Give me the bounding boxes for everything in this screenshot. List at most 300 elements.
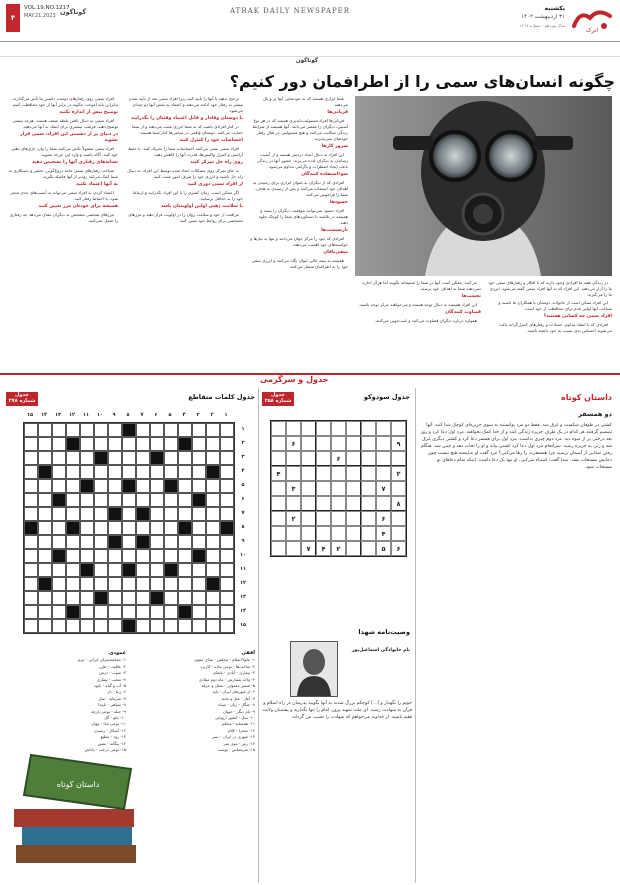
sudoku-cell[interactable] [316,421,331,436]
crossword-block [108,535,122,549]
crossword-cell[interactable] [150,423,164,437]
crossword-cell[interactable] [66,451,80,465]
crossword-cell[interactable] [122,535,136,549]
crossword-cell[interactable] [122,465,136,479]
across-title: افقی [241,650,255,656]
crossword-cell[interactable] [192,605,206,619]
crossword-cell[interactable] [108,619,122,633]
crossword-cell[interactable] [66,577,80,591]
crossword-cell[interactable] [192,521,206,535]
crossword-cell[interactable] [150,549,164,563]
volume-label: VOL.19,NO.1217 [24,5,70,11]
subheading: در دنیای پر از دشمنی این افراد، سمی قرار نشوید [20,132,118,143]
crossword-cell[interactable] [66,563,80,577]
crossword-cell[interactable] [108,577,122,591]
paper-name: ATRAK DAILY NEWSPAPER [230,7,351,15]
crossword-cell[interactable] [108,437,122,451]
crossword-cell[interactable] [220,423,234,437]
crossword-cell[interactable] [220,577,234,591]
sudoku-cell[interactable] [391,511,406,526]
crossword-cell[interactable] [24,619,38,633]
crossword-cell[interactable] [122,577,136,591]
crossword-cell[interactable] [164,423,178,437]
sudoku-cell[interactable] [361,496,376,511]
crossword-cell[interactable] [94,423,108,437]
crossword-cell[interactable] [192,479,206,493]
crossword-row-number: ۵ [241,482,245,488]
crossword-cell[interactable] [108,591,122,605]
crossword-cell[interactable] [122,521,136,535]
crossword-cell[interactable] [220,591,234,605]
down-clue: ۱۲- آشکار - رسیدن [93,727,126,733]
sudoku-cell[interactable] [361,526,376,541]
sudoku-cell[interactable] [286,466,301,481]
crossword-cell[interactable] [38,535,52,549]
crossword-cell[interactable] [192,465,206,479]
sudoku-given: ۷ [301,541,316,556]
sudoku-cell[interactable] [316,466,331,481]
paragraph: همیشه به نیمه خالی لیوان نگاه می‌کنند و انرژی منفی خود را به اطرافیان منتقل می‌کنند. [251,258,348,269]
crossword-cell[interactable] [66,549,80,563]
crossword-cell[interactable] [66,619,80,633]
sudoku-cell[interactable] [271,511,286,526]
crossword-cell[interactable] [178,619,192,633]
crossword-cell[interactable] [24,451,38,465]
sudoku-cell[interactable] [301,496,316,511]
sudoku-cell[interactable] [376,451,391,466]
sudoku-cell[interactable] [361,436,376,451]
crossword-col-number: ۱۱ [82,412,90,418]
sudoku-cell[interactable] [346,526,361,541]
crossword-cell[interactable] [178,451,192,465]
crossword-cell[interactable] [80,423,94,437]
sudoku-cell[interactable] [271,526,286,541]
crossword-cell[interactable] [220,563,234,577]
crossword-cell[interactable] [206,521,220,535]
crossword-cell[interactable] [108,451,122,465]
crossword-cell[interactable] [66,465,80,479]
crossword-cell[interactable] [150,507,164,521]
sudoku-cell[interactable] [331,466,346,481]
crossword-cell[interactable] [38,619,52,633]
crossword-cell[interactable] [150,605,164,619]
crossword-block [192,549,206,563]
sudoku-cell[interactable] [346,511,361,526]
crossword-cell[interactable] [94,577,108,591]
crossword-cell[interactable] [38,507,52,521]
crossword-cell[interactable] [108,493,122,507]
crossword-cell[interactable] [206,451,220,465]
sudoku-cell[interactable] [301,526,316,541]
crossword-cell[interactable] [80,619,94,633]
crossword-cell[interactable] [206,479,220,493]
crossword-cell[interactable] [220,549,234,563]
crossword-cell[interactable] [178,535,192,549]
crossword-cell[interactable] [24,605,38,619]
crossword-cell[interactable] [136,451,150,465]
crossword-cell[interactable] [80,465,94,479]
sudoku-cell[interactable] [391,481,406,496]
sudoku-cell[interactable] [331,526,346,541]
crossword-cell[interactable] [24,563,38,577]
crossword-cell[interactable] [122,591,136,605]
subheading: توضیح بیش از اندازه نکنید [59,110,118,115]
crossword-cell[interactable] [136,549,150,563]
crossword-cell[interactable] [136,465,150,479]
crossword-cell[interactable] [38,591,52,605]
sudoku-cell[interactable] [376,466,391,481]
crossword-cell[interactable] [52,535,66,549]
crossword-cell[interactable] [94,535,108,549]
crossword-cell[interactable] [38,493,52,507]
crossword-cell[interactable] [52,437,66,451]
sudoku-cell[interactable] [376,421,391,436]
crossword-block [66,521,80,535]
crossword-cell[interactable] [136,591,150,605]
crossword-cell[interactable] [94,563,108,577]
sudoku-cell[interactable] [301,421,316,436]
crossword-cell[interactable] [122,493,136,507]
crossword-cell[interactable] [206,423,220,437]
sudoku-cell[interactable] [361,481,376,496]
crossword-cell[interactable] [66,591,80,605]
crossword-cell[interactable] [94,493,108,507]
crossword-cell[interactable] [24,465,38,479]
crossword-cell[interactable] [206,437,220,451]
crossword-block [108,507,122,521]
down-clue: ۱۵- نوعی درخت - پاداش [84,747,126,753]
sudoku-cell[interactable] [316,481,331,496]
crossword-cell[interactable] [150,577,164,591]
crossword-cell[interactable] [94,549,108,563]
crossword-cell[interactable] [192,563,206,577]
crossword-cell[interactable] [24,507,38,521]
persian-date: ۳۱ اردیبهشت ۱۴۰۲ [521,14,565,20]
crossword-cell[interactable] [94,605,108,619]
crossword-cell[interactable] [192,507,206,521]
crossword-cell[interactable] [108,521,122,535]
crossword-cell[interactable] [136,563,150,577]
sudoku-cell[interactable] [361,466,376,481]
crossword-cell[interactable] [80,521,94,535]
crossword-cell[interactable] [24,591,38,605]
sudoku-cell[interactable] [301,481,316,496]
crossword-cell[interactable] [52,423,66,437]
crossword-cell[interactable] [80,591,94,605]
crossword-cell[interactable] [24,423,38,437]
crossword-cell[interactable] [178,507,192,521]
crossword-cell[interactable] [150,535,164,549]
crossword-cell[interactable] [24,493,38,507]
crossword-cell[interactable] [122,507,136,521]
crossword-row-number: ۱۵ [239,622,247,628]
sudoku-cell[interactable] [271,451,286,466]
sudoku-cell[interactable] [376,496,391,511]
crossword-cell[interactable] [80,605,94,619]
crossword-block [178,605,192,619]
crossword-cell[interactable] [206,619,220,633]
across-clue: ۱۵- سرشناس - پوست [217,747,255,753]
crossword-cell[interactable] [80,493,94,507]
crossword-block [122,563,136,577]
crossword-cell[interactable] [220,437,234,451]
crossword-cell[interactable] [206,493,220,507]
crossword-cell[interactable] [52,479,66,493]
crossword-cell[interactable] [66,479,80,493]
sudoku-cell[interactable] [316,436,331,451]
crossword-cell[interactable] [66,507,80,521]
crossword-cell[interactable] [178,577,192,591]
crossword-cell[interactable] [52,451,66,465]
crossword-cell[interactable] [164,549,178,563]
sudoku-cell[interactable] [301,436,316,451]
section-tag: گوناگون [296,58,319,64]
sudoku-cell[interactable] [331,511,346,526]
crossword-cell[interactable] [164,535,178,549]
crossword-cell[interactable] [150,493,164,507]
crossword-cell[interactable] [136,577,150,591]
crossword-cell[interactable] [136,619,150,633]
crossword-cell[interactable] [108,563,122,577]
sudoku-cell[interactable] [361,451,376,466]
crossword-cell[interactable] [150,521,164,535]
sudoku-cell[interactable] [376,436,391,451]
crossword-cell[interactable] [220,535,234,549]
crossword-cell[interactable] [80,507,94,521]
crossword-cell[interactable] [178,563,192,577]
crossword-cell[interactable] [94,507,108,521]
crossword-cell[interactable] [122,549,136,563]
atrak-logo [570,4,614,34]
crossword-cell[interactable] [178,549,192,563]
sudoku-given: ۶ [286,436,301,451]
crossword-cell[interactable] [192,577,206,591]
sudoku-cell[interactable] [346,421,361,436]
crossword-cell[interactable] [80,535,94,549]
crossword-cell[interactable] [94,479,108,493]
sudoku-cell[interactable] [286,541,301,556]
crossword-cell[interactable] [52,507,66,521]
crossword-block [52,493,66,507]
crossword-cell[interactable] [136,605,150,619]
crossword-cell[interactable] [220,605,234,619]
sudoku-cell[interactable] [331,496,346,511]
down-clue: ۸- سیاهی - ناپیدا [98,702,126,708]
sudoku-cell[interactable] [316,526,331,541]
sudoku-cell[interactable] [271,436,286,451]
crossword-cell[interactable] [122,437,136,451]
crossword-cell[interactable] [108,479,122,493]
sudoku-cell[interactable] [331,421,346,436]
crossword-cell[interactable] [164,619,178,633]
crossword-cell[interactable] [178,465,192,479]
crossword-cell[interactable] [38,521,52,535]
sudoku-cell[interactable] [391,451,406,466]
crossword-cell[interactable] [178,423,192,437]
down-title: عمودی [108,650,126,656]
crossword-cell[interactable] [164,521,178,535]
crossword-cell[interactable] [220,493,234,507]
crossword-cell[interactable] [164,451,178,465]
paragraph: اگر ممکن است، زمان کمتری را با این افراد بگذرانید و ارتباط خود را به حداقل برسانید. [132,190,243,201]
crossword-cell[interactable] [206,563,220,577]
crossword-cell[interactable] [192,437,206,451]
paragraph: در کنار افرادی باشید که به شما انرژی مثبت می‌دهند و از شما حمایت می‌کنند. دوستان واقعی در سختی‌ها کنار شما هستند. [132,124,243,135]
crossword-cell[interactable] [136,423,150,437]
crossword-cell[interactable] [122,451,136,465]
crossword-cell[interactable] [220,507,234,521]
crossword-cell[interactable] [108,605,122,619]
will-text: خونم را نگهدار و [...] کوچکم بزرگ شدند به آنها بگویید پدرشان در راه اسلام و قرآن به شهادت رسید. ای ملت شهید پرور، امام را تنها نگذارید و پشتیبان ولایت فقیه باشید. از خداوند می‌خواهم که شهادت را نصیب من گرداند. [262,701,412,720]
crossword-cell[interactable] [52,521,66,535]
crossword-cell[interactable] [80,451,94,465]
sudoku-cell[interactable] [346,436,361,451]
sudoku-cell[interactable] [286,496,301,511]
crossword-cell[interactable] [206,591,220,605]
will-title: وصیت‌نامه شهدا [358,628,410,636]
crossword-cell[interactable] [150,465,164,479]
crossword-cell[interactable] [80,577,94,591]
sudoku-cell[interactable] [286,451,301,466]
crossword-cell[interactable] [38,549,52,563]
sudoku-cell[interactable] [271,541,286,556]
sudoku-cell[interactable] [301,511,316,526]
crossword-col-number: ۴ [182,412,186,418]
crossword-cell[interactable] [66,493,80,507]
crossword-cell[interactable] [178,493,192,507]
crossword-cell[interactable] [136,493,150,507]
crossword-cell[interactable] [94,465,108,479]
sudoku-cell[interactable] [301,451,316,466]
sudoku-cell[interactable] [391,421,406,436]
subheading: نشانه‌های رفتاری آنها را تشخیص دهید [31,160,118,165]
crossword-col-number: ۲ [210,412,214,418]
crossword-cell[interactable] [108,549,122,563]
sudoku-cell[interactable] [271,421,286,436]
sudoku-cell[interactable] [316,451,331,466]
crossword-cell[interactable] [192,451,206,465]
subheading: نارسیست‌ها [321,228,348,233]
sudoku-cell[interactable] [346,451,361,466]
paragraph: این افراد به دنبال ایجاد دردسر هستند و از آسیب رساندن به دیگران لذت می‌برند. حضور آنها در زندگی باعث ایجاد اضطراب و ناآرامی مداوم می‌شود. [256,152,348,169]
crossword-cell[interactable] [80,437,94,451]
crossword-cell[interactable] [206,535,220,549]
sudoku-cell[interactable] [361,511,376,526]
sudoku-badge-line1: جدول [271,392,285,398]
crossword-block [136,507,150,521]
sudoku-cell[interactable] [316,496,331,511]
crossword-block [192,493,206,507]
crossword-cell[interactable] [220,465,234,479]
sudoku-cell[interactable] [361,421,376,436]
crossword-cell[interactable] [164,507,178,521]
sudoku-cell[interactable] [271,496,286,511]
crossword-cell[interactable] [164,577,178,591]
crossword-cell[interactable] [164,465,178,479]
sudoku-cell[interactable] [346,541,361,556]
crossword-cell[interactable] [164,591,178,605]
crossword-cell[interactable] [192,619,206,633]
crossword-cell[interactable] [94,437,108,451]
crossword-cell[interactable] [192,423,206,437]
sudoku-cell[interactable] [301,466,316,481]
crossword-cell[interactable] [38,563,52,577]
crossword-cell[interactable] [24,549,38,563]
crossword-cell[interactable] [52,577,66,591]
crossword-cell[interactable] [24,577,38,591]
crossword-cell[interactable] [108,423,122,437]
crossword-cell[interactable] [220,619,234,633]
crossword-cell[interactable] [150,479,164,493]
crossword-cell[interactable] [136,479,150,493]
sudoku-cell[interactable] [271,481,286,496]
crossword-cell[interactable] [206,507,220,521]
sudoku-given: ۶ [331,451,346,466]
crossword-cell[interactable] [80,549,94,563]
crossword-cell[interactable] [52,591,66,605]
sudoku-cell[interactable] [316,511,331,526]
crossword-cell[interactable] [38,437,52,451]
sudoku-cell[interactable] [331,481,346,496]
crossword-cell[interactable] [220,479,234,493]
crossword-cell[interactable] [38,423,52,437]
crossword-cell[interactable] [150,437,164,451]
crossword-cell[interactable] [164,437,178,451]
sudoku-cell[interactable] [391,526,406,541]
crossword-cell[interactable] [52,563,66,577]
crossword-cell[interactable] [108,465,122,479]
crossword-cell[interactable] [192,535,206,549]
sudoku-cell[interactable] [361,541,376,556]
crossword-cell[interactable] [52,619,66,633]
crossword-cell[interactable] [164,493,178,507]
crossword-cell[interactable] [94,619,108,633]
crossword-cell[interactable] [178,591,192,605]
crossword-cell[interactable] [164,605,178,619]
sudoku-cell[interactable] [346,481,361,496]
sudoku-cell[interactable] [346,466,361,481]
crossword-cell[interactable] [122,605,136,619]
crossword-cell[interactable] [24,479,38,493]
sudoku-cell[interactable] [286,421,301,436]
crossword-cell[interactable] [206,605,220,619]
crossword-cell[interactable] [38,605,52,619]
crossword-block [220,521,234,535]
crossword-cell[interactable] [24,437,38,451]
crossword-cell[interactable] [150,619,164,633]
crossword-cell[interactable] [136,437,150,451]
crossword-cell[interactable] [52,465,66,479]
crossword-cell[interactable] [192,591,206,605]
crossword-cell[interactable] [94,521,108,535]
crossword-cell[interactable] [52,605,66,619]
crossword-cell[interactable] [66,535,80,549]
crossword-cell[interactable] [66,423,80,437]
crossword-cell[interactable] [38,479,52,493]
sudoku-title: جدول سودوکو [363,393,410,401]
crossword-cell[interactable] [24,535,38,549]
crossword-cell[interactable] [38,451,52,465]
crossword-cell[interactable] [206,549,220,563]
sudoku-cell[interactable] [331,436,346,451]
crossword-cell[interactable] [150,563,164,577]
sudoku-cell[interactable] [286,526,301,541]
crossword-cell[interactable] [220,451,234,465]
sudoku-cell[interactable] [346,496,361,511]
crossword-cell[interactable] [178,479,192,493]
crossword-block [66,605,80,619]
crossword-cell[interactable] [136,521,150,535]
